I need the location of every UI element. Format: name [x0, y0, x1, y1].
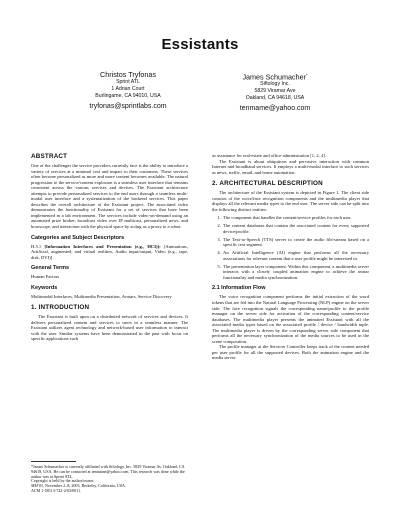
introduction-text: The Essistant is built upon on a distributed network of services and devices. It delivers personalized content and services to users in a seamless manner. The Essistant utilizes agent technology and network-based user information to interact with the user. Similar systems have been demonstrated in the past with focus on specific applications such: [31, 314, 188, 342]
copyright-venue-line: MM'03, November 2–8, 2003, Berkeley, California, USA.: [31, 483, 126, 488]
author-block-2: [200, 70, 350, 114]
architecture-heading: 2. ARCHITECTURAL DESCRIPTION: [212, 180, 323, 188]
copyright-isbn: ACM 1-58113-722-2/03/0011.: [31, 488, 82, 493]
general-terms-text: Human Factors: [31, 274, 60, 280]
author-address: 1 Adrian Court: [111, 86, 145, 92]
architecture-text: The architecture of the Essistant system is depicted in Figure 1. The client side consists of the voice/face recognition components and the multimedia player that displays all the relevant media types to the end user. The server side can be split into the following distinct entities:: [212, 190, 369, 212]
introduction-heading: 1. INTRODUCTION: [31, 304, 90, 312]
copyright-line: Copyright is held by the author/owner.: [31, 478, 95, 483]
introduction-paragraph-2: The Essistant is about ubiquitous and pervasive interaction with common Internet and broadband services. It employs a multi-modal interface to such services as news, traffic, email, and home automation.: [212, 158, 369, 175]
copyright-block: [31, 478, 188, 493]
author-name: James Schumacher*: [242, 72, 308, 82]
author-address: 5829 Viramar Ave: [254, 88, 296, 95]
list-item: 5. The presentation layer component. Within this component, a multimedia server interacts with a closely coupled animation engine to achieve the avatar functionality and media synchronization.: [222, 264, 369, 281]
right-column: [212, 153, 369, 361]
entity-list: [212, 215, 369, 280]
introduction-continued: as assistance for real-estate and office administration [1, 2, 4].: [212, 153, 326, 158]
author-name: Christos Tryfonas: [100, 70, 156, 79]
keywords-text: Multimodal Interfaces, Multimedia Presentation, Avatars, Service Discovery: [31, 293, 172, 299]
paper-title: Essistants: [161, 36, 239, 53]
categories-heading: Categories and Subject Descriptors: [31, 234, 125, 241]
list-item: 4. An Artificial Intelligence (AI) engine that performs all the necessary associations for relevant content that a user profile might be interested in.: [222, 250, 369, 261]
abstract-heading: ABSTRACT: [31, 153, 68, 160]
author-email: tryfonas@sprintlabs.com: [89, 103, 167, 110]
author-affiliation: Sprint ATL: [116, 79, 140, 85]
footnote-mark: *: [305, 72, 308, 77]
author-email: tenmame@yahoo.com: [239, 105, 311, 113]
author-affiliation: Siftology Inc.: [260, 81, 290, 88]
information-flow-text: The voice recognition component performs the initial extraction of the word tokens that are fed into the Natural Language Processing (NLP) engine on the server side. The face recognition signals the corresponding name/profile to the profile manager on the server side for activation of the corresponding content/service databases. The multimedia player presents the animated Essistant with all the associated media types based on the associated profile / device / bandwidth tuple. The multimedia player is driven by the corresponding server side component that performs all the necessary synchronization of the media sources to be used in the scene composition.: [212, 294, 369, 344]
keywords-heading: Keywords: [31, 284, 58, 291]
author-city: Oakland, CA 94618, USA: [245, 95, 305, 102]
list-item: 1. The component that handles the content/service profiles for each user.: [222, 215, 369, 221]
footnote: [31, 461, 188, 479]
author-block-1: [53, 70, 203, 112]
left-column: [31, 153, 188, 342]
list-item: 2. The content databases that contain the associated content for every supported device/profile.: [222, 223, 369, 234]
author-city: Burlingame, CA 94010, USA: [95, 93, 161, 99]
information-flow-heading: 2.1 Information Flow: [212, 285, 266, 292]
general-terms-heading: General Terms: [31, 265, 70, 272]
footnote-text: *James Schumacher is currently affiliated with Siftology, Inc. 5829 Viramar Av. Oakland, CA 94618, USA. He can be contacted at tenmame@yahoo.com. This research was done while the author was at Sprint ATL.: [31, 464, 185, 479]
information-flow-text-2: The profile manager at the Services Controller keeps track of the content needed per user profile for all the supported devices. Both the animation engine and the media server: [212, 344, 369, 361]
abstract-text: One of the challenges the service providers currently face is the ability to introduce a variety of services at a minimal cost and impact to their customers. These services often become personalized as more and more content becomes available. The natural progression to the service/content explosion is a seamless user interface that remains consistent across the various services and devices. The Essistant architecture attempts to provide personalized services to the end users through a seamless multi-modal user interface and a systematization of the backend services. This paper describes the overall architecture of the Essistant project. The associated video demonstrates the functionality of Essistant for a set of services that have been implemented in a lab environment. The services include video-on-demand using an automated prize broker, broadcast video over IP multicast, personalized news, and horoscope, and interaction with the physical space by acting as a proxy to a robot.: [31, 163, 188, 230]
footnote-rule: [31, 461, 76, 462]
categories-text: H.5.1 [Information Interfaces and Presentation (e.g., HCI)]: [Animations, Artificial, augmented, and virtual realities, Audio input/output, Video (e.g., tape, disk, DVI)]: [31, 243, 188, 260]
list-item: 3. The Text-to-Speech (TTS) server to create the audio file/stream based on a specific text segment.: [222, 237, 369, 248]
